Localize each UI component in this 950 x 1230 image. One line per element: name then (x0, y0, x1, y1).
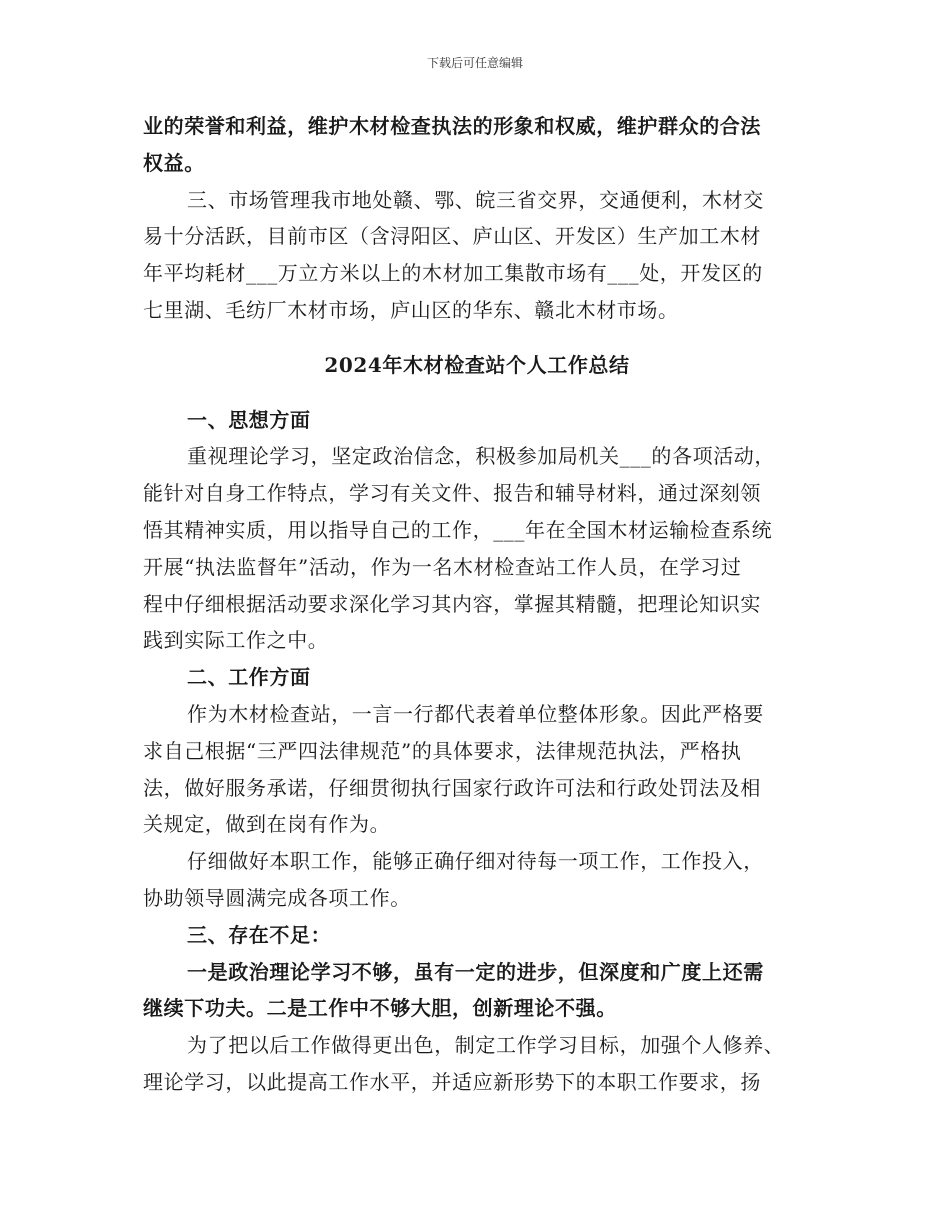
paragraph-line: 仔细做好本职工作，能够正确仔细对待每一项工作，工作投入， (187, 849, 764, 874)
paragraph-line-bold: 继续下功夫。二是工作中不够大胆，创新理论不强。 (143, 996, 617, 1021)
paragraph-line: 协助领导圆满完成各项工作。 (143, 885, 411, 910)
market-line: 三、市场管理我市地处赣、鄂、皖三省交界，交通便利，木材交 (187, 187, 764, 212)
section-heading-shortcomings: 三、存在不足： (187, 922, 332, 947)
section-heading-thought: 一、思想方面 (187, 407, 311, 432)
paragraph-line: 开展“执法监督年”活动，作为一名木材检查站工作人员，在学习过 (143, 554, 742, 579)
intro-line: 业的荣誉和利益，维护木材检查执法的形象和权威，维护群众的合法 (143, 114, 761, 138)
paragraph-line: 作为木材检查站，一言一行都代表着单位整体形象。因此严格要 (187, 701, 764, 726)
intro-line: 权益。 (143, 150, 205, 175)
market-line: 七里湖、毛纺厂木材市场，庐山区的华东、赣北木材市场。 (143, 297, 679, 322)
paragraph-line-bold: 一是政治理论学习不够，虽有一定的进步，但深度和广度上还需 (187, 959, 764, 984)
paragraph-line: 理论学习，以此提高工作水平，并适应新形势下的本职工作要求，扬 (143, 1069, 761, 1094)
paragraph-line: 为了把以后工作做得更出色，制定工作学习目标，加强个人修养、 (187, 1033, 785, 1058)
paragraph-line: 悟其精神实质，用以指导自己的工作，___年在全国木材运输检查系统 (143, 517, 773, 542)
download-note: 下载后可任意编辑 (426, 56, 523, 70)
paragraph-line: 法，做好服务承诺，仔细贯彻执行国家行政许可法和行政处罚法及相 (143, 775, 761, 800)
paragraph-line: 关规定，做到在岗有作为。 (143, 812, 391, 837)
document-body (143, 108, 811, 1101)
paragraph-line: 求自己根据“三严四法律规范”的具体要求，法律规范执法，严格执 (143, 738, 742, 763)
market-line: 易十分活跃，目前市区（含浔阳区、庐山区、开发区）生产加工木材 (143, 224, 761, 249)
paragraph-line: 程中仔细根据活动要求深化学习其内容，掌握其精髓，把理论知识实 (143, 591, 761, 616)
paragraph-line: 重视理论学习，坚定政治信念，积极参加局机关___的各项活动， (187, 444, 775, 469)
market-line: 年平均耗材___万立方米以上的木材加工集散市场有___处，开发区的 (143, 261, 763, 286)
paragraph-line: 能针对自身工作特点，学习有关文件、报告和辅导材料，通过深刻领 (143, 481, 761, 506)
paragraph-line: 践到实际工作之中。 (143, 628, 329, 653)
section-heading-work: 二、工作方面 (187, 665, 311, 690)
document-title: 2024年木材检查站个人工作总结 (324, 352, 630, 377)
